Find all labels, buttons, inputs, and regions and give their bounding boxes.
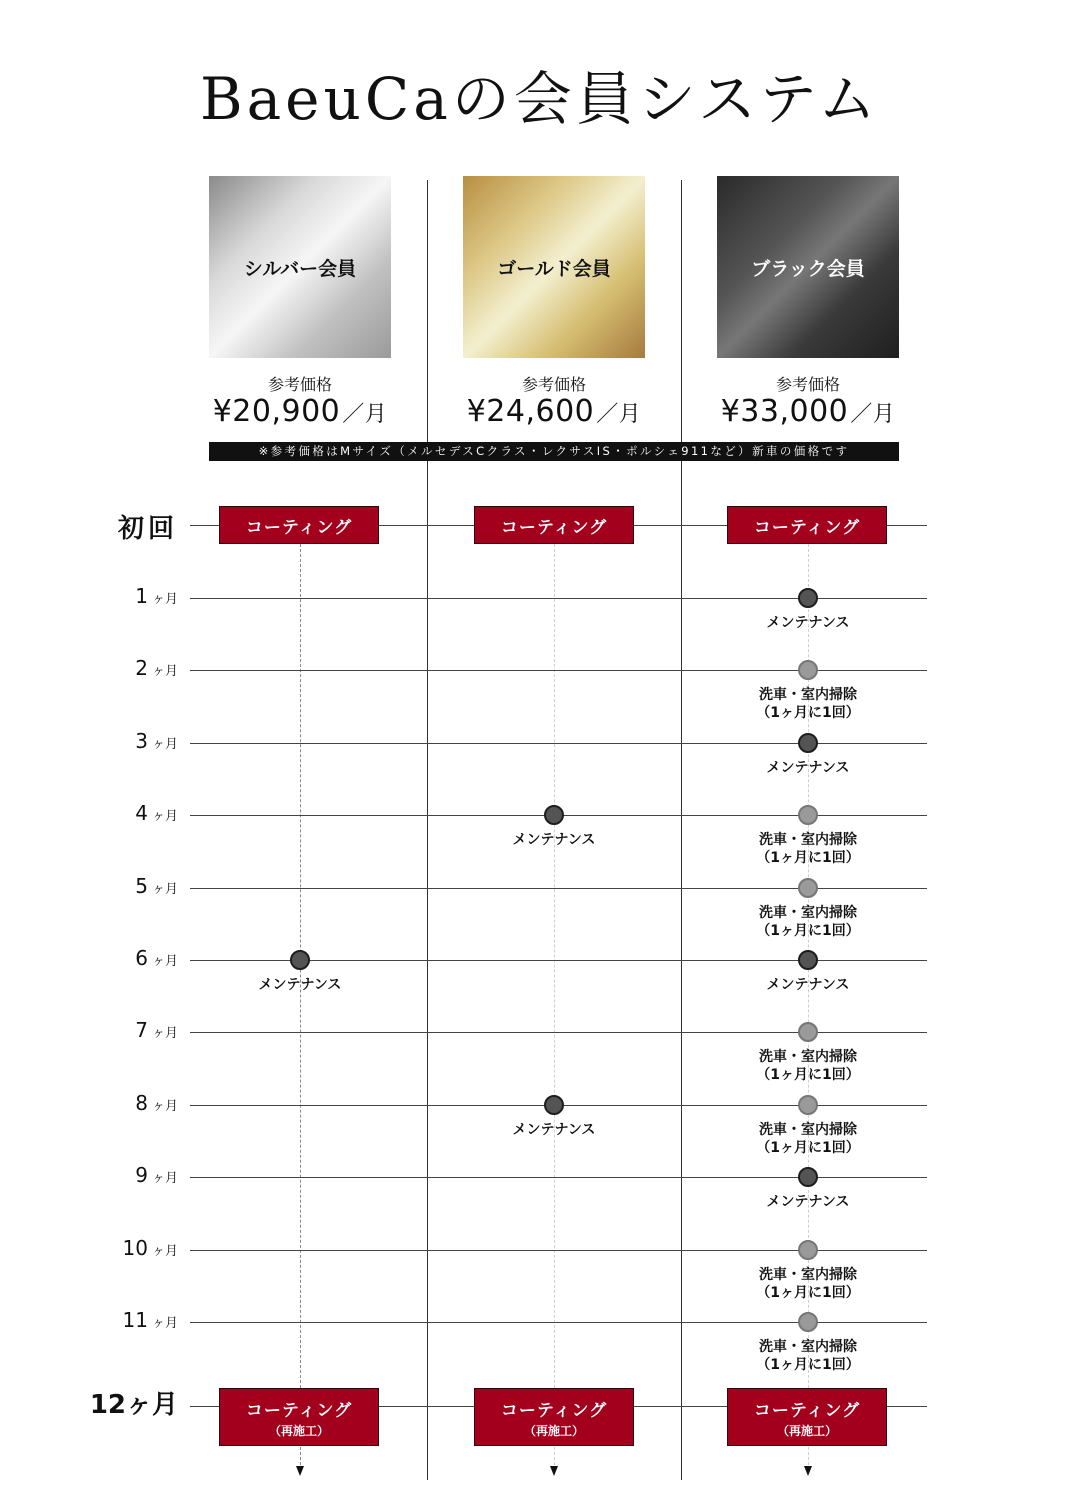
first-row-label: 初回 xyxy=(117,514,178,544)
reapply-label: （再施工） xyxy=(523,1423,584,1438)
maintenance-label: メンテナンス xyxy=(512,832,596,848)
maintenance-dot-icon xyxy=(290,950,310,970)
month-label xyxy=(58,729,178,753)
wash-label-line2: （1ヶ月に1回） xyxy=(756,923,860,939)
continue-dashes xyxy=(808,1447,809,1465)
month-unit: ヶ月 xyxy=(151,1316,178,1331)
wash-dot-icon xyxy=(798,660,818,680)
wash-label xyxy=(718,904,898,940)
month-label xyxy=(58,656,178,680)
wash-label xyxy=(718,1121,898,1157)
month-unit: ヶ月 xyxy=(151,1026,178,1041)
month-number: 7 xyxy=(135,1018,148,1042)
wash-label xyxy=(718,1338,898,1374)
month-label xyxy=(58,1308,178,1332)
wash-dot-icon xyxy=(798,1312,818,1332)
coating-label: コーティング xyxy=(753,1400,861,1421)
maintenance-label: メンテナンス xyxy=(766,760,850,776)
plan-name: シルバー会員 xyxy=(243,257,357,280)
price-value: ¥33,000 xyxy=(720,394,849,429)
maintenance-label: メンテナンス xyxy=(512,1122,596,1138)
month-number: 8 xyxy=(135,1091,148,1115)
wash-label-line1: 洗車・室内掃除 xyxy=(759,1122,857,1138)
month-number: 4 xyxy=(135,801,148,825)
wash-label-line1: 洗車・室内掃除 xyxy=(759,1049,857,1065)
month-unit: ヶ月 xyxy=(151,737,178,752)
plan-price-black xyxy=(678,394,938,429)
maintenance-label: メンテナンス xyxy=(258,977,342,993)
continue-dashes xyxy=(300,1447,301,1465)
month-number: 10 xyxy=(122,1236,148,1260)
reference-price-label: 参考価格 xyxy=(267,375,332,394)
wash-label xyxy=(718,686,898,722)
coating-label: コーティング xyxy=(500,1400,608,1421)
month-unit: ヶ月 xyxy=(151,809,178,824)
price-unit: ／月 xyxy=(596,402,642,427)
month-number: 1 xyxy=(135,584,148,608)
wash-dot-icon xyxy=(798,1022,818,1042)
wash-label-line2: （1ヶ月に1回） xyxy=(756,705,860,721)
month-number: 3 xyxy=(135,729,148,753)
final-row-label: 12ヶ月 xyxy=(89,1390,178,1420)
month-unit: ヶ月 xyxy=(151,1244,178,1259)
wash-dot-icon xyxy=(798,1240,818,1260)
month-unit: ヶ月 xyxy=(151,1171,178,1186)
month-label xyxy=(58,946,178,970)
month-number: 6 xyxy=(135,946,148,970)
wash-label-line2: （1ヶ月に1回） xyxy=(756,1067,860,1083)
month-label xyxy=(58,1018,178,1042)
continue-arrow-icon xyxy=(296,1466,304,1476)
price-value: ¥20,900 xyxy=(212,394,341,429)
wash-dot-icon xyxy=(798,805,818,825)
month-unit: ヶ月 xyxy=(151,954,178,969)
continue-arrow-icon xyxy=(804,1466,812,1476)
plan-card-black xyxy=(717,176,899,358)
month-number: 9 xyxy=(135,1163,148,1187)
coating-first-gold xyxy=(474,506,634,544)
maintenance-label: メンテナンス xyxy=(766,1194,850,1210)
wash-label-line2: （1ヶ月に1回） xyxy=(756,1140,860,1156)
wash-label-line1: 洗車・室内掃除 xyxy=(759,905,857,921)
maintenance-dot-icon xyxy=(798,733,818,753)
wash-label xyxy=(718,1048,898,1084)
wash-label-line2: （1ヶ月に1回） xyxy=(756,850,860,866)
maintenance-dot-icon xyxy=(544,1095,564,1115)
price-value: ¥24,600 xyxy=(466,394,595,429)
price-unit: ／月 xyxy=(342,402,388,427)
coating-label: コーティング xyxy=(245,517,353,538)
month-unit: ヶ月 xyxy=(151,664,178,679)
coating-reapply-silver xyxy=(219,1388,379,1446)
wash-label-line2: （1ヶ月に1回） xyxy=(756,1357,860,1373)
month-number: 2 xyxy=(135,656,148,680)
wash-label-line2: （1ヶ月に1回） xyxy=(756,1285,860,1301)
continue-arrow-icon xyxy=(550,1466,558,1476)
maintenance-dot-icon xyxy=(544,805,564,825)
coating-label: コーティング xyxy=(753,517,861,538)
plan-card-silver xyxy=(209,176,391,358)
wash-label-line1: 洗車・室内掃除 xyxy=(759,1339,857,1355)
month-label xyxy=(58,801,178,825)
reference-price-label: 参考価格 xyxy=(521,375,586,394)
reference-price-label: 参考価格 xyxy=(775,375,840,394)
wash-dot-icon xyxy=(798,1095,818,1115)
month-label xyxy=(58,1236,178,1260)
wash-label xyxy=(718,831,898,867)
coating-first-black xyxy=(727,506,887,544)
maintenance-dot-icon xyxy=(798,1167,818,1187)
price-note: ※参考価格はMサイズ（メルセデスCクラス・レクサスIS・ポルシェ911など）新車の価格です xyxy=(209,442,899,461)
plan-name: ゴールド会員 xyxy=(497,257,611,280)
coating-reapply-black xyxy=(727,1388,887,1446)
coating-reapply-gold xyxy=(474,1388,634,1446)
maintenance-dot-icon xyxy=(798,588,818,608)
plan-price-silver xyxy=(170,394,430,429)
maintenance-label: メンテナンス xyxy=(766,977,850,993)
price-unit: ／月 xyxy=(850,402,896,427)
wash-label-line1: 洗車・室内掃除 xyxy=(759,1267,857,1283)
plan-price-gold xyxy=(424,394,684,429)
maintenance-label: メンテナンス xyxy=(766,615,850,631)
wash-label-line1: 洗車・室内掃除 xyxy=(759,687,857,703)
month-label xyxy=(58,1091,178,1115)
month-number: 11 xyxy=(122,1308,148,1332)
month-number: 5 xyxy=(135,874,148,898)
wash-label xyxy=(718,1266,898,1302)
coating-label: コーティング xyxy=(245,1400,353,1421)
column-divider xyxy=(427,180,428,1480)
month-label xyxy=(58,584,178,608)
column-divider xyxy=(681,180,682,1480)
maintenance-dot-icon xyxy=(798,950,818,970)
coating-label: コーティング xyxy=(500,517,608,538)
month-label xyxy=(58,1163,178,1187)
page-title: BaeuCaの会員システム xyxy=(199,65,881,133)
reapply-label: （再施工） xyxy=(776,1423,837,1438)
month-unit: ヶ月 xyxy=(151,592,178,607)
continue-dashes xyxy=(554,1447,555,1465)
coating-first-silver xyxy=(219,506,379,544)
month-label xyxy=(58,874,178,898)
wash-label-line1: 洗車・室内掃除 xyxy=(759,832,857,848)
plan-name: ブラック会員 xyxy=(751,257,865,280)
wash-dot-icon xyxy=(798,878,818,898)
reapply-label: （再施工） xyxy=(268,1423,329,1438)
month-unit: ヶ月 xyxy=(151,882,178,897)
month-unit: ヶ月 xyxy=(151,1099,178,1114)
plan-card-gold xyxy=(463,176,645,358)
